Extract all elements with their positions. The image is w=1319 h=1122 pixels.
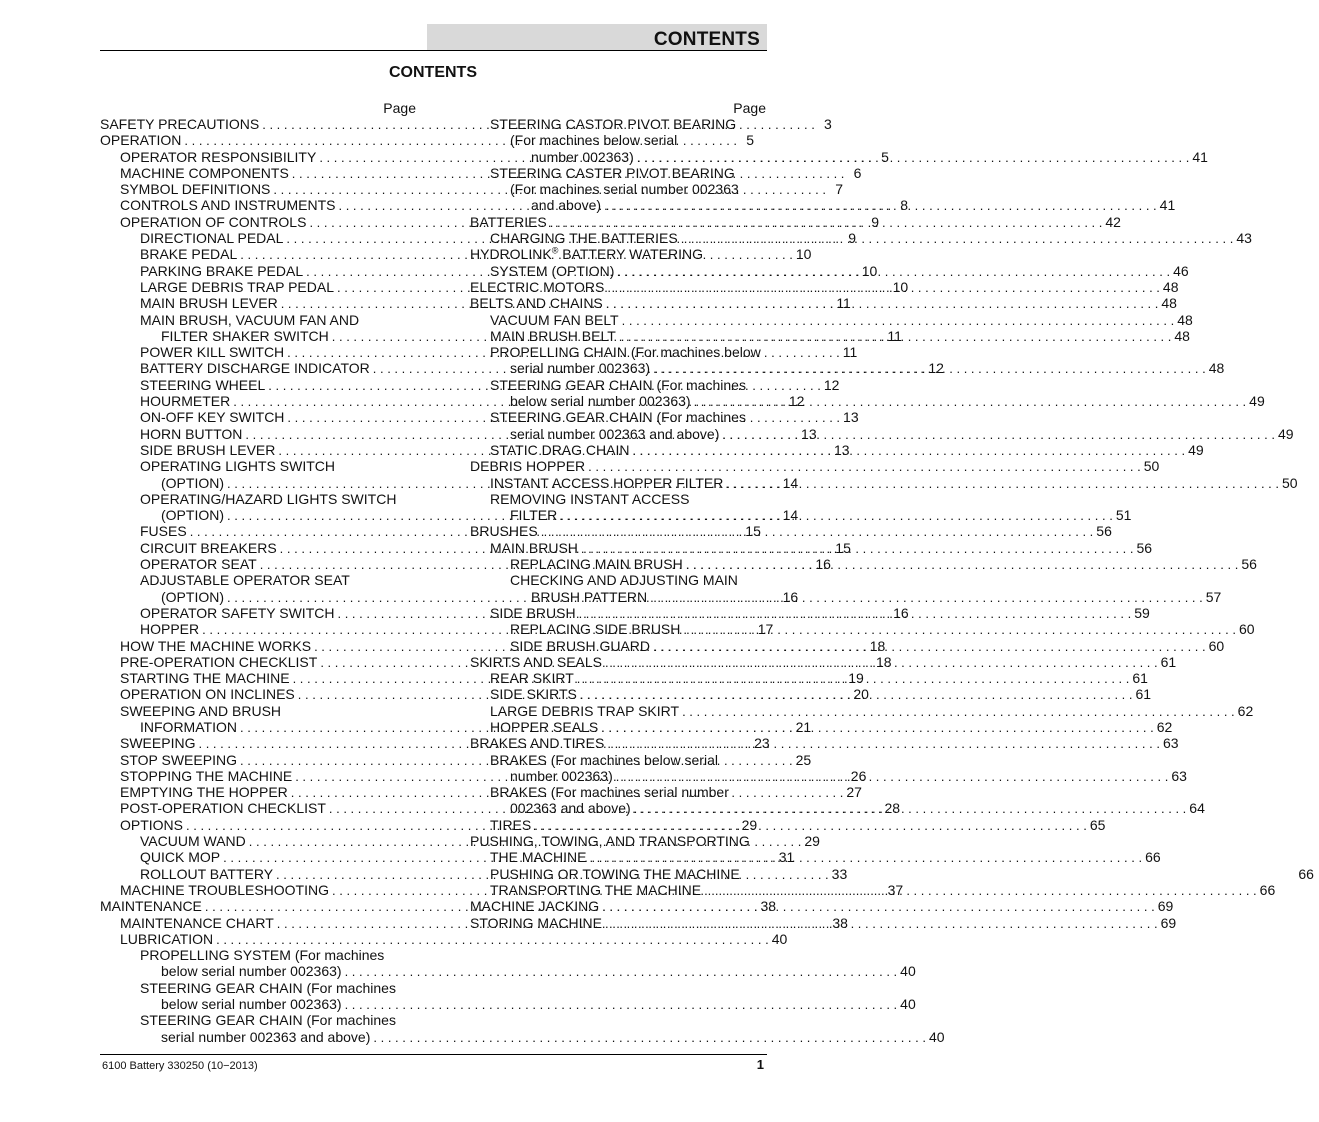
- toc-entry-title: HOPPER SEALS: [490, 718, 599, 735]
- footer-page-number: 1: [756, 1057, 764, 1072]
- toc-page-number: 18: [869, 637, 886, 654]
- toc-page-number: 11: [887, 327, 902, 344]
- toc-page-number: 10: [892, 278, 909, 295]
- toc-entry-title: BRUSHES: [470, 523, 538, 540]
- toc-entry-title: ADJUSTABLE OPERATOR SEAT: [140, 572, 350, 589]
- dot-leader: [678, 231, 1237, 247]
- toc-page-number: 69: [1160, 914, 1177, 931]
- toc-page-number: 40: [771, 930, 788, 947]
- toc-entry-title: STARTING THE MACHINE: [120, 670, 290, 687]
- toc-entry[interactable]: [470, 246, 766, 262]
- toc-entry-title: TRANSPORTING THE MACHINE: [490, 881, 702, 898]
- dot-leader: [370, 1030, 929, 1046]
- toc-page-number: 38: [760, 898, 777, 915]
- dot-leader: [647, 590, 1206, 606]
- toc-page-number: 49: [1249, 393, 1265, 410]
- toc-entry-title: STEERING WHEEL: [140, 376, 266, 393]
- toc-page-number: 56: [1096, 523, 1112, 540]
- toc-entry-title: SWEEPING AND BRUSH: [120, 702, 282, 719]
- toc-entry-title: STEERING GEAR CHAIN (For machines: [140, 979, 396, 996]
- toc-page-number: 61: [1160, 653, 1177, 670]
- dot-leader: [538, 524, 1097, 540]
- toc-page-number: 29: [741, 816, 758, 833]
- dot-leader: [613, 769, 1172, 785]
- toc-page-number: 43: [1236, 230, 1252, 247]
- toc-entry-title: OPERATING/HAZARD LIGHTS SWITCH: [140, 490, 397, 507]
- toc-page-number: 27: [846, 784, 862, 801]
- toc-page-number: 63: [1162, 735, 1179, 752]
- toc-page-number: 17: [757, 621, 774, 638]
- header-title: CONTENTS: [653, 29, 760, 50]
- toc-entry[interactable]: [470, 491, 766, 507]
- toc-entry-title: STEERING GEAR CHAIN (For machines: [140, 1012, 396, 1029]
- toc-entry-title: HOPPER: [140, 621, 200, 638]
- toc-page-number: 48: [1161, 295, 1177, 312]
- toc-entry-title: POST-OPERATION CHECKLIST: [120, 800, 326, 817]
- toc-entry-title: OPERATOR SEAT: [140, 556, 257, 573]
- dot-leader: [585, 459, 1144, 475]
- toc-page-number: 13: [801, 425, 817, 442]
- toc-entry[interactable]: [100, 980, 416, 996]
- header-rule: [100, 50, 767, 51]
- toc-entry-title: REAR SKIRT: [490, 670, 574, 687]
- toc-page-number: 11: [842, 344, 858, 361]
- toc-page-number: 62: [1237, 702, 1254, 719]
- dot-leader: [577, 687, 1136, 703]
- toc-page-number: 12: [788, 393, 805, 410]
- dot-leader: [679, 704, 1238, 720]
- toc-page-number: 16: [815, 556, 831, 573]
- dot-leader: [602, 655, 1161, 671]
- toc-entry-title: OPERATOR SAFETY SWITCH: [140, 604, 335, 621]
- dot-leader: [719, 427, 1278, 443]
- dot-leader: [342, 997, 901, 1013]
- toc-entry-title: (OPTION): [161, 588, 224, 605]
- toc-entry-title: TIRES: [490, 816, 532, 833]
- toc-entry-title: (For machines below serial: [510, 132, 678, 149]
- toc-entry-title: VACUUM FAN BELT: [490, 311, 619, 328]
- toc-entry[interactable]: [100, 458, 416, 474]
- toc-page-number: 38: [832, 914, 848, 931]
- dot-leader: [650, 361, 1209, 377]
- page-title: CONTENTS: [389, 64, 477, 81]
- dot-leader: [691, 394, 1250, 410]
- toc-entry-title: FILTER SHAKER SWITCH: [161, 327, 329, 344]
- dot-leader: [531, 818, 1090, 834]
- toc-page-number: 64: [1189, 800, 1205, 817]
- dot-leader: [614, 264, 1173, 280]
- toc-page-number: 61: [1132, 670, 1148, 687]
- toc-page-number: 37: [887, 881, 904, 898]
- dot-leader: [701, 883, 1260, 899]
- toc-page-number: 16: [782, 588, 799, 605]
- toc-entry-title: BRAKES AND TIRES: [470, 735, 605, 752]
- toc-entry-title: number 002363): [510, 767, 613, 784]
- toc-entry[interactable]: [470, 311, 1193, 328]
- toc-entry-title: HYDROLINK® BATTERY WATERING: [470, 245, 704, 263]
- toc-entry[interactable]: [470, 752, 766, 768]
- toc-page-number: 50: [1282, 474, 1298, 491]
- dot-leader: [680, 622, 1239, 638]
- footer-rule: [100, 1054, 767, 1055]
- toc-page-number: 40: [928, 1028, 945, 1045]
- toc-entry[interactable]: [100, 491, 416, 507]
- toc-entry-title: OPTIONS: [120, 816, 184, 833]
- dot-leader: [578, 541, 1137, 557]
- toc-entry-title: SYMBOL DEFINITIONS: [120, 181, 271, 198]
- toc-entry-title: BELTS AND CHAINS: [470, 295, 603, 312]
- toc-entry-title: POWER KILL SWITCH: [140, 344, 285, 361]
- toc-entry-title: SAFETY PRECAUTIONS: [100, 116, 260, 132]
- dot-leader: [574, 671, 1133, 687]
- toc-entry-title: MAINTENANCE CHART: [120, 914, 274, 931]
- dot-leader: [631, 801, 1190, 817]
- dot-leader: [604, 280, 1163, 296]
- toc-entry-title: SIDE BRUSH LEVER: [140, 441, 276, 458]
- toc-page-number: 6: [853, 164, 862, 181]
- dot-leader: [598, 720, 1157, 736]
- toc-entry-title: MACHINE TROUBLESHOOTING: [120, 881, 329, 898]
- toc-page-number: 49: [1188, 441, 1204, 458]
- toc-page-number: 46: [1173, 262, 1189, 279]
- toc-entry-title: FILTER: [510, 507, 558, 524]
- toc-page-number: 15: [745, 523, 761, 540]
- toc-entry[interactable]: [470, 197, 1176, 214]
- toc-entry[interactable]: [100, 1012, 416, 1028]
- toc-entry[interactable]: [100, 703, 416, 719]
- toc-entry-title: number 002363): [531, 148, 634, 165]
- toc-entry[interactable]: [470, 458, 1160, 475]
- toc-entry-title: HOURMETER: [140, 393, 231, 410]
- toc-page-number: 56: [1136, 539, 1153, 556]
- dot-leader: [601, 198, 1160, 214]
- toc-entry[interactable]: [100, 930, 788, 947]
- toc-page-number: 57: [1205, 588, 1222, 605]
- toc-entry-title: STEERING CASTER PIVOT BEARING: [490, 164, 735, 181]
- toc-entry-title: and above): [531, 197, 602, 214]
- toc-page-number: 60: [1208, 637, 1225, 654]
- toc-entry-title: SIDE BRUSH: [490, 604, 576, 621]
- toc-page-number: 62: [1156, 718, 1173, 735]
- dot-leader: [557, 508, 1116, 524]
- toc-entry-title: LUBRICATION: [120, 930, 214, 947]
- toc-entry[interactable]: [470, 116, 766, 132]
- toc-page-number: 65: [1089, 816, 1106, 833]
- toc-entry-title: VACUUM WAND: [140, 833, 246, 850]
- toc-page-number: 69: [1157, 898, 1174, 915]
- toc-entry-title: THE MACHINE: [490, 849, 587, 866]
- toc-page-number: 18: [875, 653, 892, 670]
- toc-entry-title: REMOVING INSTANT ACCESS: [490, 490, 690, 507]
- dot-leader: [723, 476, 1282, 492]
- toc-page-number: 5: [881, 148, 889, 165]
- dot-leader: [599, 899, 1158, 915]
- toc-entry-title: CONTROLS AND INSTRUMENTS: [120, 197, 336, 214]
- toc-entry[interactable]: [100, 963, 916, 980]
- toc-entry[interactable]: [470, 148, 1208, 165]
- toc-entry-title: MAIN BRUSH BELT: [490, 327, 616, 344]
- toc-entry-title: SKIRTS AND SEALS: [470, 653, 603, 670]
- toc-entry-title: MACHINE COMPONENTS: [120, 164, 289, 181]
- toc-page-number: 48: [1208, 360, 1225, 377]
- toc-entry[interactable]: [470, 344, 766, 360]
- dot-leader: [576, 606, 1135, 622]
- toc-entry-title: serial number 002363): [510, 360, 651, 377]
- toc-page-number: 21: [795, 718, 812, 735]
- toc-entry-title: MAINTENANCE: [100, 898, 202, 915]
- toc-page-number: 40: [900, 963, 916, 980]
- toc-page-number: 61: [1135, 686, 1152, 703]
- toc-entry-title: DIRECTIONAL PEDAL: [140, 230, 284, 247]
- toc-entry-title: (OPTION): [161, 474, 224, 491]
- toc-entry-title: PUSHING OR TOWING THE MACHINE: [490, 865, 740, 882]
- toc-entry-title: SYSTEM (OPTION): [490, 262, 615, 279]
- toc-page-number: 23: [754, 735, 770, 752]
- toc-entry[interactable]: [470, 572, 766, 588]
- toc-entry-title: serial number 002363 and above): [510, 425, 720, 442]
- toc-entry-title: OPERATING LIGHTS SWITCH: [140, 458, 335, 475]
- toc-entry-title: below serial number 002363): [161, 996, 342, 1013]
- toc-entry-title: LARGE DEBRIS TRAP PEDAL: [140, 278, 334, 295]
- toc-entry-title: ROLLOUT BATTERY: [140, 865, 274, 882]
- toc-entry[interactable]: [470, 165, 766, 181]
- toc-page-number: 11: [836, 295, 851, 312]
- toc-page-number: 48: [1174, 327, 1190, 344]
- toc-entry-title: INSTANT ACCESS HOPPER FILTER: [490, 474, 724, 491]
- toc-page-number: 19: [848, 670, 864, 687]
- toc-entry[interactable]: [470, 702, 1254, 719]
- toc-entry-title: MACHINE JACKING: [470, 898, 600, 915]
- toc-page-number: 9: [848, 230, 857, 247]
- toc-entry-title: STATIC DRAG CHAIN: [490, 441, 630, 458]
- toc-page-number: 26: [850, 767, 867, 784]
- toc-entry-title: BRAKES (For machines below serial: [490, 751, 718, 768]
- dot-leader: [604, 736, 1163, 752]
- toc-page-number: 9: [871, 213, 880, 230]
- toc-entry-title: PROPELLING SYSTEM (For machines: [140, 947, 385, 964]
- toc-entry[interactable]: [100, 1028, 945, 1045]
- dot-leader: [213, 932, 772, 948]
- toc-page-number: 14: [782, 507, 799, 524]
- toc-entry-title: STEERING GEAR CHAIN (For machines: [490, 376, 746, 393]
- toc-entry-title: below serial number 002363): [510, 393, 691, 410]
- toc-page-number: 48: [1177, 311, 1193, 328]
- toc-entry-title: REPLACING MAIN BRUSH: [510, 556, 683, 573]
- toc-entry-title: OPERATOR RESPONSIBILITY: [120, 148, 317, 165]
- toc-entry-title: ELECTRIC MOTORS: [470, 278, 605, 295]
- toc-entry-title: HORN BUTTON: [140, 425, 243, 442]
- page-column-label: Page: [733, 100, 766, 116]
- toc-page-number: 42: [1105, 213, 1121, 230]
- toc-entry[interactable]: [100, 947, 416, 963]
- registered-mark: ®: [551, 245, 559, 256]
- toc-entry-title: FUSES: [140, 523, 187, 540]
- toc-entry[interactable]: [470, 181, 766, 197]
- toc-page-number: 41: [1192, 148, 1208, 165]
- toc-page-number: 10: [795, 246, 812, 263]
- toc-entry-title: 002363 and above): [510, 800, 631, 817]
- toc-entry[interactable]: [100, 312, 416, 328]
- toc-entry-title: EMPTYING THE HOPPER: [120, 784, 288, 801]
- toc-entry[interactable]: [470, 213, 1121, 230]
- page-column-label: Page: [383, 100, 416, 116]
- toc-page-number: 40: [900, 996, 916, 1013]
- toc-page-number: 20: [853, 686, 869, 703]
- toc-entry-title: STOP SWEEPING: [120, 751, 237, 768]
- toc-entry-title: PUSHING, TOWING, AND TRANSPORTING: [470, 833, 750, 850]
- toc-page-number: 13: [843, 409, 859, 426]
- toc-page-number: 25: [795, 751, 812, 768]
- toc-page-number: 12: [928, 360, 944, 377]
- toc-entry-title: (OPTION): [161, 507, 224, 524]
- dot-leader: [616, 329, 1175, 345]
- toc-entry[interactable]: [470, 833, 766, 849]
- dot-leader: [547, 215, 1106, 231]
- dot-leader: [619, 313, 1178, 329]
- toc-entry-title: STEERING GEAR CHAIN (For machines: [490, 409, 746, 426]
- toc-entry-title: CHARGING THE BATTERIES: [490, 230, 678, 247]
- toc-page-number: 33: [831, 865, 848, 882]
- toc-entry-title: STOPPING THE MACHINE: [120, 767, 293, 784]
- toc-entry-title: MAIN BRUSH: [490, 539, 578, 556]
- toc-entry-title: PRE-OPERATION CHECKLIST: [120, 653, 318, 670]
- toc-entry-title: LARGE DEBRIS TRAP SKIRT: [490, 702, 680, 719]
- toc-entry-title: SIDE BRUSH GUARD: [510, 637, 651, 654]
- toc-entry-title: below serial number 002363): [161, 963, 342, 980]
- dot-leader: [342, 964, 901, 980]
- dot-leader: [683, 557, 1242, 573]
- dot-leader: [586, 850, 1145, 866]
- toc-page-number: 16: [893, 604, 909, 621]
- toc-page-number: 8: [900, 197, 909, 214]
- toc-entry-title: SIDE SKIRTS: [490, 686, 577, 703]
- toc-page-number: 60: [1238, 621, 1255, 638]
- toc-entry-title: OPERATION OF CONTROLS: [120, 213, 307, 230]
- toc-page-number: 15: [835, 539, 851, 556]
- dot-leader: [630, 443, 1189, 459]
- toc-entry[interactable]: [470, 409, 766, 425]
- toc-page-number: 66: [1298, 865, 1314, 882]
- toc-page-number: 50: [1143, 458, 1160, 475]
- toc-page-number: 13: [833, 441, 850, 458]
- toc-entry-title: ON-OFF KEY SWITCH: [140, 409, 285, 426]
- toc-entry-title: (For machines serial number 002363: [510, 181, 739, 198]
- toc-entry-title: QUICK MOP: [140, 849, 221, 866]
- toc-page-number: 59: [1134, 604, 1150, 621]
- toc-page-number: 5: [746, 132, 755, 149]
- toc-page-number: 29: [804, 833, 820, 850]
- footer-document-id: 6100 Battery 330250 (10−2013): [102, 1060, 258, 1072]
- toc-page-number: 31: [778, 849, 795, 866]
- toc-entry-title: CIRCUIT BREAKERS: [140, 539, 277, 556]
- toc-entry-title: PARKING BRAKE PEDAL: [140, 262, 304, 279]
- toc-entry[interactable]: [470, 132, 766, 148]
- toc-page-number: 28: [884, 800, 901, 817]
- toc-entry-title: INFORMATION: [140, 718, 237, 735]
- dot-leader: [602, 916, 1161, 932]
- toc-entry-title: OPERATION: [100, 132, 182, 149]
- toc-entry[interactable]: [470, 784, 766, 800]
- toc-entry-title: PROPELLING CHAIN (For machines below: [490, 344, 761, 361]
- toc-page-number: 41: [1159, 197, 1176, 214]
- toc-entry[interactable]: [470, 735, 1179, 752]
- toc-entry-title: MAIN BRUSH LEVER: [140, 295, 278, 312]
- toc-entry[interactable]: [470, 377, 766, 393]
- dot-leader: [634, 150, 1193, 166]
- toc-page-number: 51: [1115, 507, 1132, 524]
- toc-entry[interactable]: [100, 572, 416, 588]
- toc-page-number: 3: [824, 116, 832, 132]
- toc-page-number: 10: [861, 262, 878, 279]
- dot-leader: [603, 296, 1162, 312]
- toc-entry-title: MAIN BRUSH, VACUUM FAN AND: [140, 311, 360, 328]
- toc-page-number: 12: [823, 376, 840, 393]
- toc-page-number: 66: [1145, 849, 1161, 866]
- toc-page-number: 14: [782, 474, 799, 491]
- toc-entry-title: OPERATION ON INCLINES: [120, 686, 295, 703]
- toc-entry-title: BATTERY DISCHARGE INDICATOR: [140, 360, 370, 377]
- toc-entry[interactable]: [470, 523, 1112, 540]
- toc-page-number: 63: [1171, 767, 1187, 784]
- toc-entry[interactable]: [470, 816, 1106, 833]
- toc-entry-title: REPLACING SIDE BRUSH: [510, 621, 681, 638]
- toc-entry-title: BRUSH PATTERN: [531, 588, 648, 605]
- toc-entry-title: HOW THE MACHINE WORKS: [120, 637, 312, 654]
- toc-entry-title: BRAKES (For machines serial number: [490, 784, 729, 801]
- toc-entry[interactable]: [100, 996, 916, 1013]
- toc-entry-title: CHECKING AND ADJUSTING MAIN: [510, 572, 738, 589]
- dot-leader: [650, 639, 1209, 655]
- toc-entry-title: BATTERIES: [470, 213, 547, 230]
- toc-entry[interactable]: [470, 230, 1252, 247]
- toc-entry-title: DEBRIS HOPPER: [470, 458, 586, 475]
- toc-entry-title: SWEEPING: [120, 735, 196, 752]
- toc-entry-title: BRAKE PEDAL: [140, 246, 238, 263]
- toc-page-number: 66: [1259, 881, 1276, 898]
- toc-entry-title: STEERING CASTOR PIVOT BEARING: [490, 116, 737, 132]
- toc-entry-title: serial number 002363 and above): [161, 1028, 371, 1045]
- toc-page-number: 7: [835, 181, 843, 198]
- toc-page-number: 49: [1277, 425, 1294, 442]
- toc-page-number: 48: [1162, 278, 1179, 295]
- toc-entry-title: STORING MACHINE: [470, 914, 602, 931]
- toc-page-number: 56: [1241, 556, 1257, 573]
